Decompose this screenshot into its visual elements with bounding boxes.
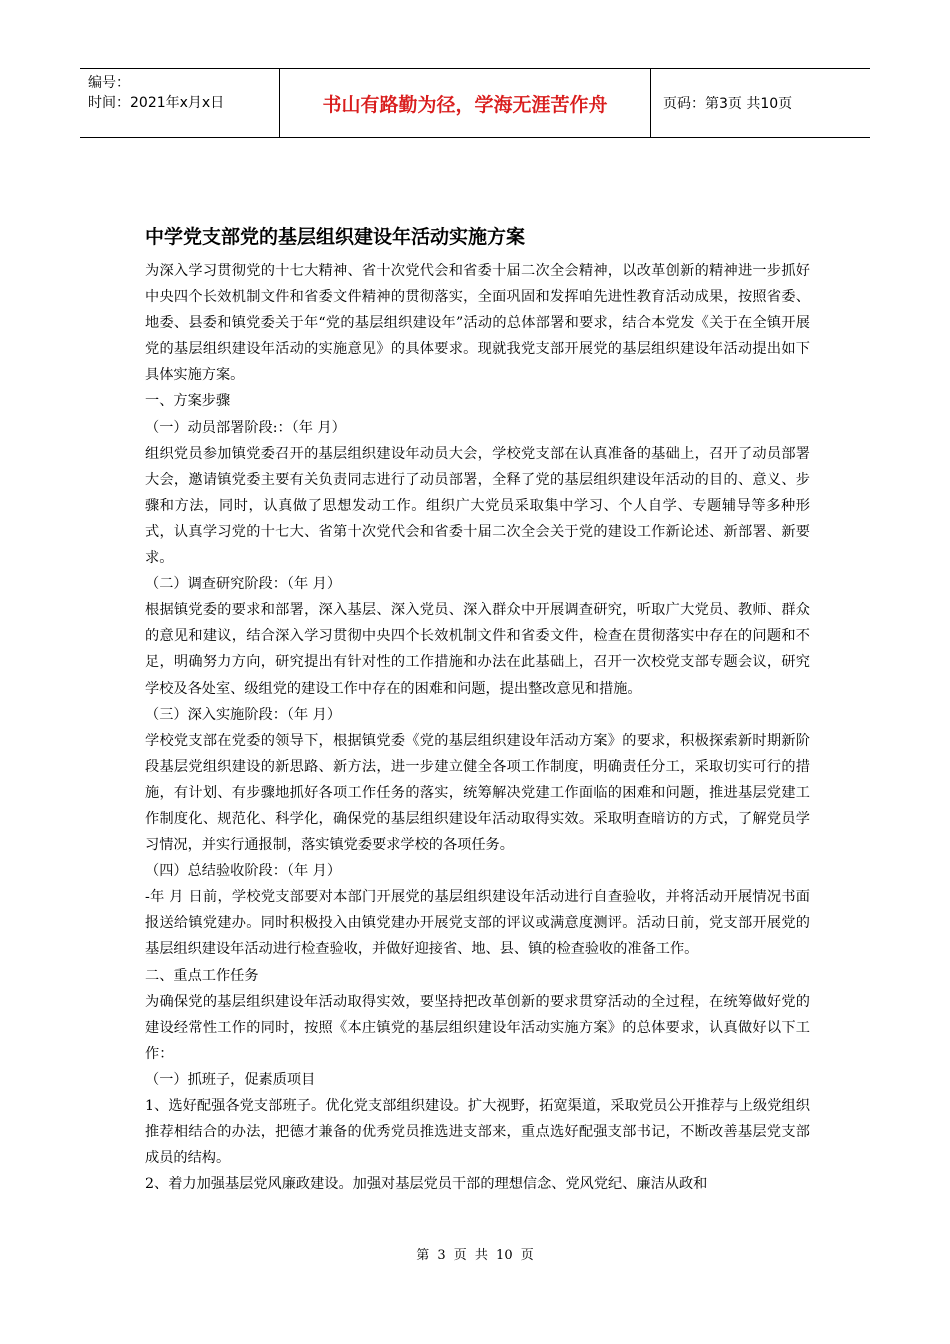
paragraph: 学校党支部在党委的领导下，根据镇党委《党的基层组织建设年活动方案》的要求，积极探索新时期新阶段基层党组织建设的新思路、新方法，进一步建立健全各项工作制度，明确责任分工，采取切实可行的措施，有计划、有步骤地抓好各项工作任务的落实，统筹解决党建工作面临的困难和问题，推进基层党建工作制度化、规范化、科学化，确保党的基层组织建设年活动取得实效。采取明查暗访的方式，了解党员学习情况，并实行通报制，落实镇党委要求学校的各项任务。	[145, 732, 810, 854]
document-title: 中学党支部党的基层组织建设年活动实施方案	[145, 226, 526, 248]
subsection-heading: （二）调查研究阶段：（年 月）	[145, 576, 342, 593]
paragraph: 1、选好配强各党支部班子。优化党支部组织建设。扩大视野，拓宽渠道，采取党员公开推荐与上级党组织推荐相结合的办法，把德才兼备的优秀党员推选进支部来，重点选好配强支部书记，不断改善基层党支部成员的结构。	[145, 1098, 810, 1167]
paragraph: 为深入学习贯彻党的十七大精神、省十次党代会和省委十届二次全会精神，以改革创新的精神进一步抓好中央四个长效机制文件和省委文件精神的贯彻落实，全面巩固和发挥咱先进性教育活动成果，按照省委、地委、县委和镇党委关于年“党的基层组织建设年”活动的总体部署和要求，结合本党发《关于在全镇开展党的基层组织建设年活动的实施意见》的具体要求。现就我党支部开展党的基层组织建设年活动提出如下具体实施方案。	[145, 263, 810, 384]
subsection-heading: （四）总结验收阶段：（年 月）	[145, 863, 342, 880]
section-heading: 一、方案步骤	[145, 393, 231, 410]
paragraph: -年 月 日前，学校党支部要对本部门开展党的基层组织建设年活动进行自查验收，并将活动开展情况书面报送给镇党建办。同时积极投入由镇党建办开展党支部的评议或满意度测评。活动日前，党支部开展党的基层组织建设年活动进行检查验收，并做好迎接省、地、县、镇的检查验收的准备工作。	[145, 889, 810, 958]
paragraph: 组织党员参加镇党委召开的基层组织建设年动员大会，学校党支部在认真准备的基础上，召开了动员部署大会，邀请镇党委主要有关负责同志进行了动员部署，全释了党的基层组织建设年活动的目的、意义、步骤和方法，同时，认真做了思想发动工作。组织广大党员采取集中学习、个人自学、专题辅导等多种形式，认真学习党的十七大、省第十次党代会和省委十届二次全会关于党的建设工作新论述、新部署、新要求。	[145, 445, 810, 567]
paragraph: 2、着力加强基层党风廉政建设。加强对基层党员干部的理想信念、党风党纪、廉洁从政和	[145, 1176, 708, 1193]
subsection-heading: （一）动员部署阶段:：（年 月）	[145, 419, 346, 436]
page-footer: 第 3 页 共 10 页	[416, 1248, 534, 1263]
page-header	[80, 68, 870, 138]
header-motto: 书山有路勤为径，学海无涯苦作舟	[280, 69, 651, 137]
subsection-heading: （三）深入实施阶段：（年 月）	[145, 706, 342, 723]
section-heading: 二、重点工作任务	[145, 967, 259, 984]
header-page-number: 页码：第3页 共10页	[663, 96, 793, 112]
paragraph: 根据镇党委的要求和部署，深入基层、深入党员、深入群众中开展调查研究，听取广大党员、教师、群众的意见和建议，结合深入学习贯彻中央四个长效机制文件和省委文件，检查在贯彻落实中存在的问题和不足，明确努力方向，研究提出有针对性的工作措施和办法在此基础上，召开一次校党支部专题会议，研究学校及各处室、级组党的建设工作中存在的困难和问题，提出整改意见和措施。	[145, 602, 810, 697]
subsection-heading: （一）抓班子，促素质项目	[145, 1071, 316, 1088]
number-label: 编号：	[88, 75, 130, 91]
header-info-cell	[80, 69, 280, 137]
date-label: 时间：2021年x月x日	[88, 95, 225, 111]
paragraph: 为确保党的基层组织建设年活动取得实效，要坚持把改革创新的要求贯穿活动的全过程，在统筹做好党的建设经常性工作的同时，按照《本庄镇党的基层组织建设年活动实施方案》的总体要求，认真做好以下工作：	[145, 993, 810, 1062]
document-body	[145, 258, 810, 1197]
